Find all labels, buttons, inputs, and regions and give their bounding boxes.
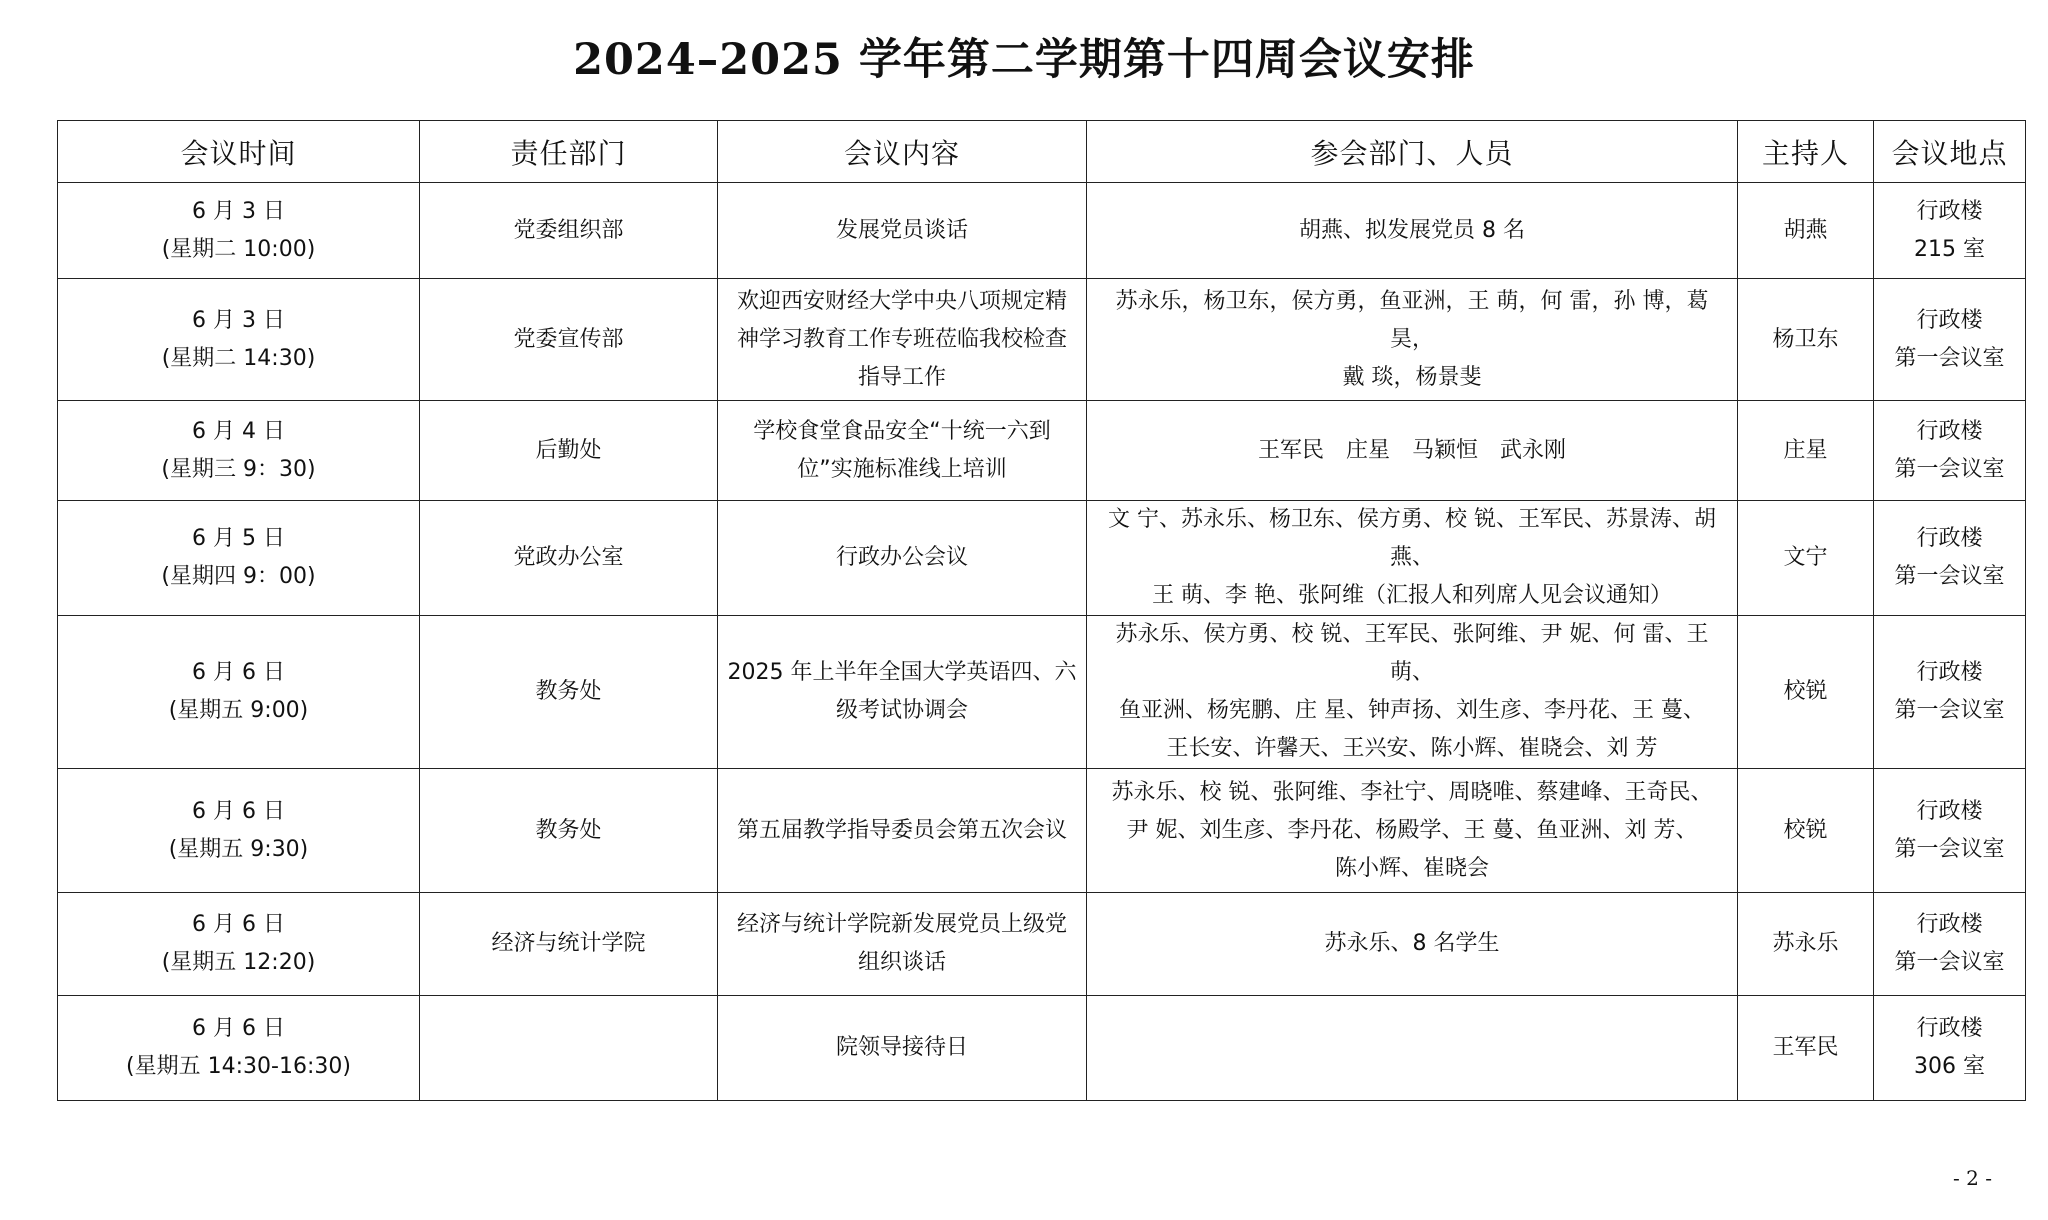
meeting-date: 6 月 3 日 <box>192 307 285 333</box>
cell-content <box>718 501 1087 616</box>
cell-time <box>58 401 420 501</box>
meeting-date: 6 月 6 日 <box>192 1016 285 1041</box>
cell-time <box>58 501 420 616</box>
cell-host <box>1738 996 1874 1101</box>
location-line: 行政楼 <box>1916 418 1983 444</box>
cell-content <box>718 616 1087 769</box>
department-name: 教务处 <box>535 817 602 843</box>
header-attendees: 参会部门、人员 <box>1087 121 1738 183</box>
attendees-line: 陈小辉、崔晓会 <box>1334 855 1489 881</box>
cell-attendees <box>1087 401 1738 501</box>
cell-department <box>420 501 718 616</box>
meeting-weekday-time: (星期五 14:30-16:30) <box>126 1054 351 1079</box>
host-name: 文宁 <box>1783 545 1828 570</box>
meeting-weekday-time: (星期二 10:00) <box>161 236 316 262</box>
cell-content <box>718 996 1087 1101</box>
location-line: 第一会议室 <box>1894 836 2005 862</box>
cell-time <box>58 769 420 893</box>
host-name: 胡燕 <box>1783 217 1828 243</box>
content-line: 院领导接待日 <box>835 1035 968 1060</box>
cell-time <box>58 996 420 1101</box>
cell-content <box>718 401 1087 501</box>
location-line: 第一会议室 <box>1894 456 2005 482</box>
meeting-date: 6 月 6 日 <box>192 798 285 824</box>
cell-attendees <box>1087 183 1738 279</box>
meeting-schedule-table <box>57 120 2026 1101</box>
header-content: 会议内容 <box>718 121 1087 183</box>
content-line: 行政办公会议 <box>835 545 968 570</box>
cell-location <box>1874 893 2026 996</box>
attendees-line: 苏永乐、校 锐、张阿维、李社宁、周晓唯、蔡建峰、王奇民、 <box>1111 779 1713 805</box>
page-number: - 2 - <box>1953 1166 1992 1190</box>
content-line: 第五届教学指导委员会第五次会议 <box>736 817 1067 843</box>
table-row <box>58 996 2026 1101</box>
cell-host <box>1738 769 1874 893</box>
location-line: 第一会议室 <box>1894 345 2005 371</box>
attendees-line: 王 萌、李 艳、张阿维（汇报人和列席人见会议通知） <box>1152 583 1672 608</box>
host-name: 杨卫东 <box>1772 326 1839 352</box>
cell-location <box>1874 279 2026 401</box>
attendees-line: 尹 妮、刘生彦、李丹花、杨殿学、王 蔓、鱼亚洲、刘 芳、 <box>1126 817 1698 843</box>
attendees-line: 苏永乐、侯方勇、校 锐、王军民、张阿维、尹 妮、何 雷、王 萌、 <box>1115 622 1709 685</box>
meeting-date: 6 月 3 日 <box>192 198 285 224</box>
cell-location <box>1874 616 2026 769</box>
cell-location <box>1874 996 2026 1101</box>
cell-department <box>420 616 718 769</box>
location-line: 行政楼 <box>1916 526 1983 551</box>
cell-host <box>1738 279 1874 401</box>
meeting-date: 6 月 6 日 <box>192 660 285 685</box>
host-name: 王军民 <box>1772 1035 1839 1060</box>
content-line: 经济与统计学院新发展党员上级党 <box>736 912 1067 937</box>
cell-department <box>420 893 718 996</box>
location-line: 306 室 <box>1914 1054 1985 1079</box>
cell-location <box>1874 769 2026 893</box>
meeting-date: 6 月 5 日 <box>192 526 285 551</box>
cell-host <box>1738 893 1874 996</box>
attendees-line: 苏永乐、8 名学生 <box>1324 931 1500 956</box>
meeting-weekday-time: (星期五 9:00) <box>168 698 309 723</box>
table-row <box>58 279 2026 401</box>
cell-content <box>718 893 1087 996</box>
table-row <box>58 616 2026 769</box>
meeting-weekday-time: (星期四 9：00) <box>161 564 316 589</box>
cell-attendees <box>1087 996 1738 1101</box>
page-title: 2024–2025 学年第二学期第十四周会议安排 <box>573 35 1475 85</box>
meeting-date: 6 月 4 日 <box>192 418 285 444</box>
cell-department <box>420 183 718 279</box>
cell-host <box>1738 183 1874 279</box>
cell-content <box>718 183 1087 279</box>
location-line: 第一会议室 <box>1894 564 2005 589</box>
header-location: 会议地点 <box>1874 121 2026 183</box>
cell-location <box>1874 501 2026 616</box>
attendees-line: 苏永乐，杨卫东，侯方勇，鱼亚洲，王 萌，何 雷，孙 博，葛 昊， <box>1115 288 1709 352</box>
location-line: 第一会议室 <box>1894 950 2005 975</box>
table-header-row <box>58 121 2026 183</box>
content-line: 发展党员谈话 <box>835 217 968 243</box>
header-department: 责任部门 <box>420 121 718 183</box>
department-name: 教务处 <box>535 679 602 704</box>
cell-content <box>718 769 1087 893</box>
department-name: 党政办公室 <box>513 545 624 570</box>
table-row <box>58 401 2026 501</box>
cell-department <box>420 769 718 893</box>
content-line: 神学习教育工作专班莅临我校检查 <box>736 326 1067 352</box>
cell-host <box>1738 501 1874 616</box>
attendees-line: 鱼亚洲、杨宪鹏、庄 星、钟声扬、刘生彦、李丹花、王 蔓、 <box>1119 698 1705 723</box>
meeting-weekday-time: (星期五 12:20) <box>161 950 316 975</box>
cell-department <box>420 401 718 501</box>
location-line: 215 室 <box>1914 236 1985 262</box>
location-line: 行政楼 <box>1916 1016 1983 1041</box>
cell-attendees <box>1087 893 1738 996</box>
department-name: 后勤处 <box>535 437 602 463</box>
content-line: 2025 年上半年全国大学英语四、六 <box>727 660 1077 685</box>
cell-department <box>420 279 718 401</box>
cell-time <box>58 183 420 279</box>
host-name: 庄星 <box>1783 437 1828 463</box>
meeting-date: 6 月 6 日 <box>192 912 285 937</box>
table-row <box>58 183 2026 279</box>
meeting-weekday-time: (星期二 14:30) <box>161 345 316 371</box>
location-line: 行政楼 <box>1916 798 1983 824</box>
content-line: 级考试协调会 <box>835 698 968 723</box>
cell-attendees <box>1087 279 1738 401</box>
attendees-line: 王军民 庄星 马颖恒 武永刚 <box>1257 437 1566 463</box>
table-row <box>58 893 2026 996</box>
meeting-weekday-time: (星期五 9:30) <box>168 836 309 862</box>
cell-attendees <box>1087 769 1738 893</box>
content-line: 位”实施标准线上培训 <box>797 456 1007 482</box>
cell-location <box>1874 183 2026 279</box>
attendees-line: 胡燕、拟发展党员 8 名 <box>1299 217 1525 243</box>
department-name: 党委组织部 <box>513 217 624 243</box>
cell-time <box>58 279 420 401</box>
cell-attendees <box>1087 616 1738 769</box>
attendees-line: 文 宁、苏永乐、杨卫东、侯方勇、校 锐、王军民、苏景涛、胡 燕、 <box>1108 507 1716 570</box>
meeting-weekday-time: (星期三 9：30) <box>161 456 316 482</box>
content-line: 指导工作 <box>857 364 946 390</box>
cell-location <box>1874 401 2026 501</box>
location-line: 行政楼 <box>1916 912 1983 937</box>
department-name: 经济与统计学院 <box>491 931 646 956</box>
host-name: 校锐 <box>1783 817 1828 843</box>
table-row <box>58 501 2026 616</box>
header-host: 主持人 <box>1738 121 1874 183</box>
header-time: 会议时间 <box>58 121 420 183</box>
cell-host <box>1738 616 1874 769</box>
cell-content <box>718 279 1087 401</box>
cell-time <box>58 893 420 996</box>
department-name: 党委宣传部 <box>513 326 624 352</box>
cell-department <box>420 996 718 1101</box>
host-name: 苏永乐 <box>1772 931 1839 956</box>
content-line: 组织谈话 <box>857 950 946 975</box>
location-line: 第一会议室 <box>1894 698 2005 723</box>
attendees-line: 戴 琰，杨景斐 <box>1342 364 1482 390</box>
attendees-line: 王长安、许馨天、王兴安、陈小辉、崔晓会、刘 芳 <box>1166 736 1658 761</box>
cell-time <box>58 616 420 769</box>
location-line: 行政楼 <box>1916 660 1983 685</box>
cell-host <box>1738 401 1874 501</box>
table-row <box>58 769 2026 893</box>
location-line: 行政楼 <box>1916 307 1983 333</box>
host-name: 校锐 <box>1783 679 1828 704</box>
content-line: 学校食堂食品安全“十统一六到 <box>753 418 1051 444</box>
cell-attendees <box>1087 501 1738 616</box>
location-line: 行政楼 <box>1916 198 1983 224</box>
content-line: 欢迎西安财经大学中央八项规定精 <box>736 288 1067 314</box>
